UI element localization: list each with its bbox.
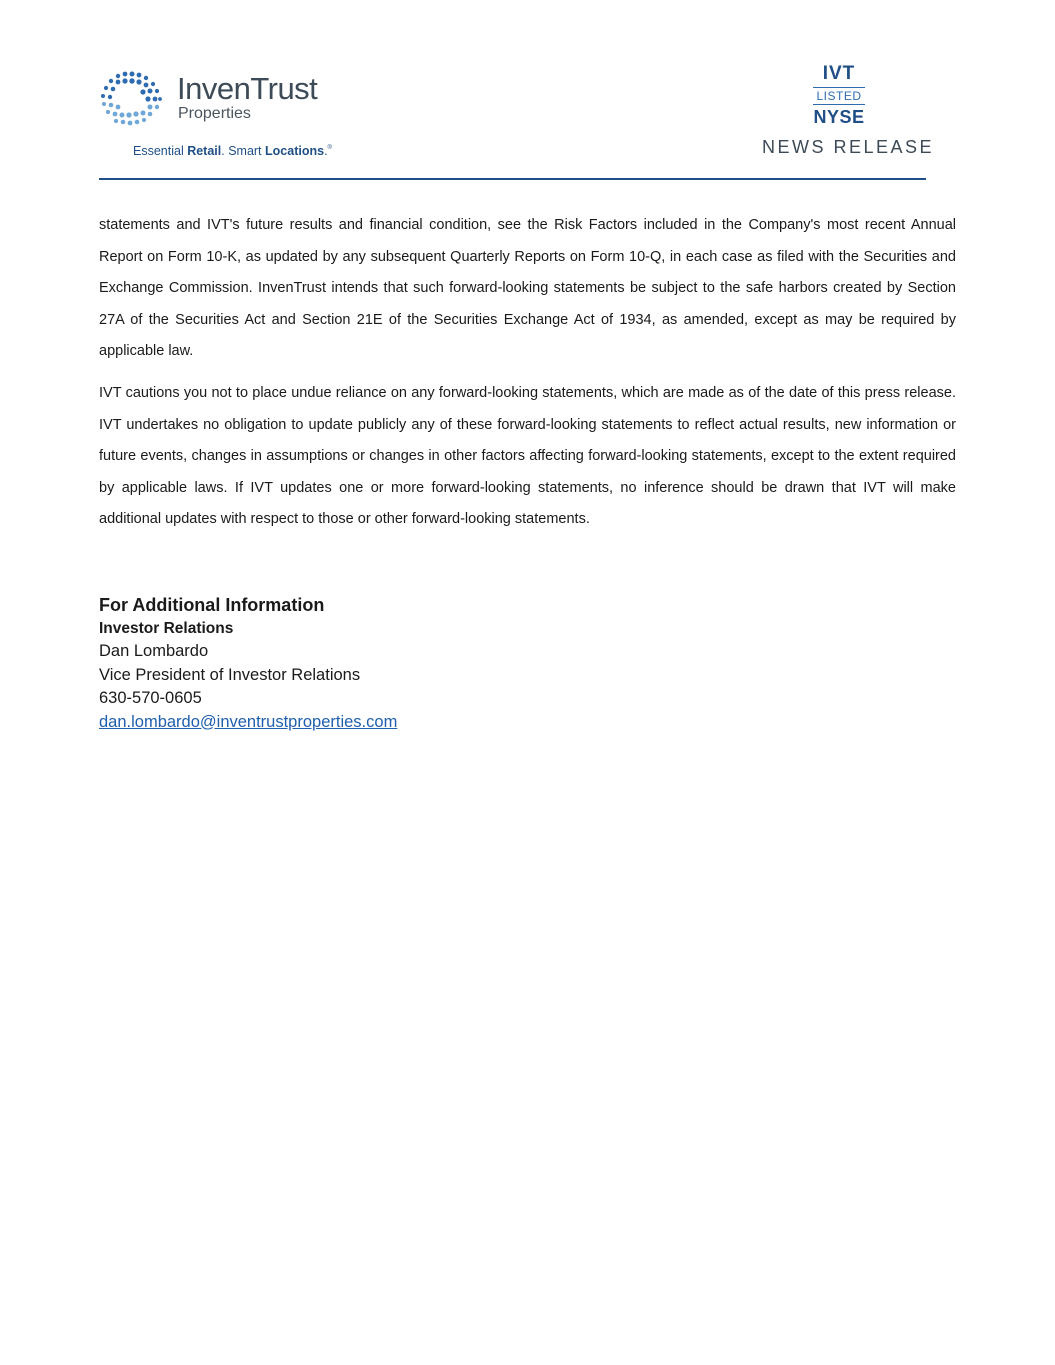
contact-name: Dan Lombardo bbox=[99, 642, 209, 660]
badge-exchange: NYSE bbox=[813, 107, 865, 127]
tagline-part: Essential bbox=[133, 144, 188, 158]
header-divider bbox=[99, 178, 926, 180]
body-paragraph-2: IVT cautions you not to place undue reliance on any forward-looking statements, which are made as of the date of this press release. IVT undertakes no obligation to update publicly any of these forward-looking statements to reflect actual results, new information or future events, changes in assumptions or changes in other factors affecting forward-looking statements, except to the extent required by applicable laws. If IVT updates one or more forward-looking statements, no inference should be drawn that IVT will make additional updates with respect to those or other forward-looking statements. bbox=[99, 385, 956, 528]
logo-subtitle: Properties bbox=[178, 105, 251, 122]
nyse-listing-badge bbox=[813, 64, 865, 127]
body-paragraph-1: statements and IVT's future results and financial condition, see the Risk Factors included in the Company's most recent Annual Report on Form 10-K, as updated by any subsequent Quarterly Reports on Form 10-Q, in each case as filed with the Securities and Exchange Commission. InvenTrust intends that such forward-looking statements be subject to the safe harbors created by Section 27A of the Securities Act and Section 21E of the Securities Exchange Act of 1934, as amended, except as may be required by applicable law. bbox=[99, 217, 956, 360]
contact-email-link[interactable]: dan.lombardo@inventrustproperties.com bbox=[99, 712, 398, 731]
company-tagline bbox=[133, 140, 332, 159]
page-header bbox=[0, 0, 1055, 190]
contact-department: Investor Relations bbox=[99, 620, 234, 637]
badge-ticker: IVT bbox=[822, 63, 856, 84]
contact-block bbox=[99, 593, 397, 734]
tagline-emphasis: Locations bbox=[265, 144, 325, 158]
contact-heading: For Additional Information bbox=[99, 595, 325, 615]
contact-title: Vice President of Investor Relations bbox=[99, 665, 361, 684]
registered-mark: ® bbox=[327, 145, 332, 151]
logo-wordmark: InvenTrust bbox=[177, 71, 318, 106]
contact-phone: 630-570-0605 bbox=[99, 689, 202, 707]
tagline-part: . bbox=[324, 144, 328, 158]
news-release-label: NEWS RELEASE bbox=[762, 137, 935, 157]
tagline-emphasis: Retail bbox=[187, 144, 222, 158]
inventrust-logo-icon bbox=[98, 70, 164, 128]
tagline-part: . Smart bbox=[221, 144, 266, 158]
badge-listed: LISTED bbox=[813, 87, 865, 105]
